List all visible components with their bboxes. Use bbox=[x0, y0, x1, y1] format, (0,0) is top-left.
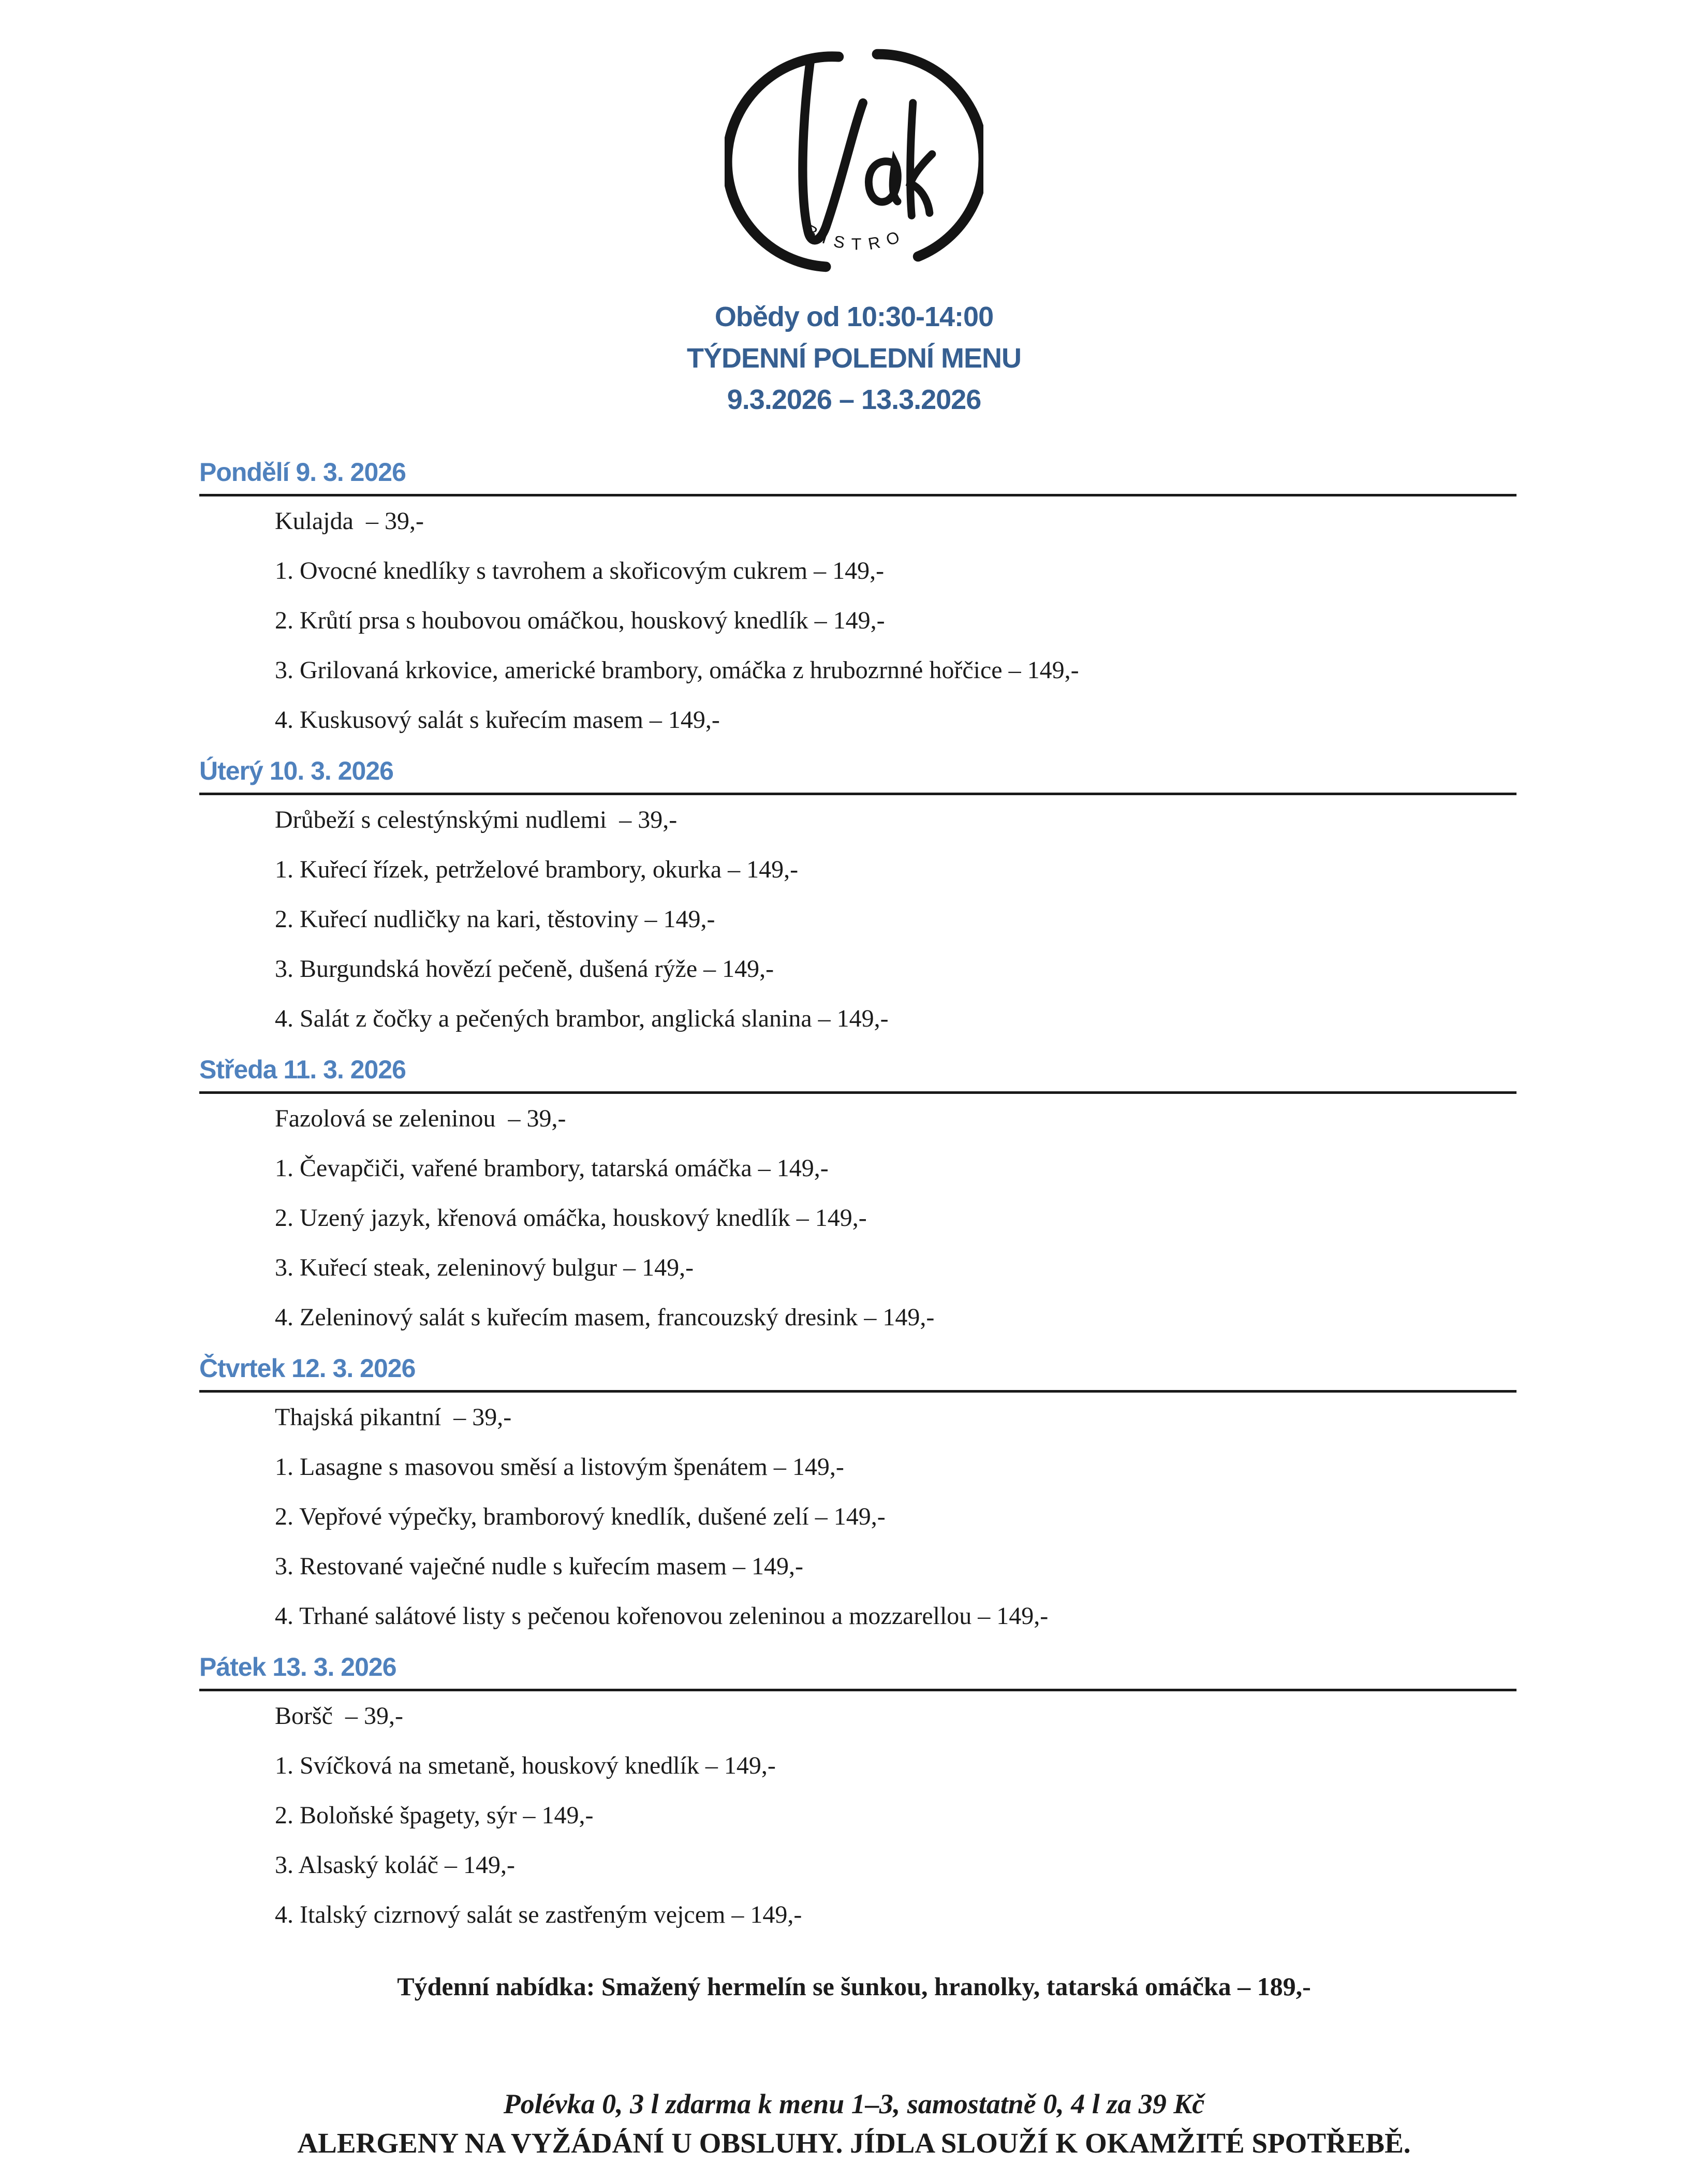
day-items bbox=[199, 1094, 1516, 1342]
soup-line: Thajská pikantní – 39,- bbox=[275, 1403, 512, 1431]
day-section bbox=[199, 1353, 1516, 1641]
bistro-logo bbox=[0, 0, 1708, 285]
day-heading: Pondělí 9. 3. 2026 bbox=[199, 458, 406, 487]
weekly-offer-line: Týdenní nabídka: Smažený hermelín se šunkou, hranolky, tatarská omáčka – 189,- bbox=[397, 1972, 1311, 2001]
menu-item: 4. Italský cizrnový salát se zastřeným vejcem – 149,- bbox=[275, 1901, 802, 1928]
menu-item: 3. Kuřecí steak, zeleninový bulgur – 149,- bbox=[275, 1254, 694, 1281]
date-range-line: 9.3.2026 – 13.3.2026 bbox=[727, 384, 981, 415]
menu-item: 1. Ovocné knedlíky s tavrohem a skořicovým cukrem – 149,- bbox=[275, 557, 885, 584]
menu-item: 2. Uzený jazyk, křenová omáčka, houskový knedlík – 149,- bbox=[275, 1204, 867, 1232]
menu-item: 2. Kuřecí nudličky na kari, těstoviny – 149,- bbox=[275, 905, 715, 933]
day-heading: Pátek 13. 3. 2026 bbox=[199, 1652, 396, 1681]
soup-line: Kulajda – 39,- bbox=[275, 507, 424, 535]
logo-bistro-arc-text: BISTRO bbox=[802, 221, 909, 254]
menu-item: 1. Kuřecí řízek, petrželové brambory, okurka – 149,- bbox=[275, 856, 799, 883]
day-items bbox=[199, 496, 1516, 745]
menu-item: 2. Vepřové výpečky, bramborový knedlík, dušené zelí – 149,- bbox=[275, 1503, 886, 1530]
menu-item: 1. Svíčková na smetaně, houskový knedlík – 149,- bbox=[275, 1752, 776, 1779]
menu-title-line: TÝDENNÍ POLEDNÍ MENU bbox=[686, 343, 1022, 374]
day-heading: Čtvrtek 12. 3. 2026 bbox=[199, 1354, 416, 1383]
soup-line: Drůbeží s celestýnskými nudlemi – 39,- bbox=[275, 806, 678, 833]
menu-item: 3. Restované vaječné nudle s kuřecím masem – 149,- bbox=[275, 1553, 804, 1580]
menu-item: 1. Čevapčiči, vařené brambory, tatarská omáčka – 149,- bbox=[275, 1154, 829, 1182]
day-heading: Středa 11. 3. 2026 bbox=[199, 1055, 406, 1084]
logo-circle-icon bbox=[725, 39, 983, 282]
header-block bbox=[0, 296, 1708, 420]
menu-item: 4. Salát z čočky a pečených brambor, anglická slanina – 149,- bbox=[275, 1005, 889, 1032]
day-items bbox=[199, 795, 1516, 1044]
menu-item: 4. Trhané salátové listy s pečenou kořenovou zeleninou a mozzarellou – 149,- bbox=[275, 1602, 1049, 1630]
logo-script-text bbox=[803, 60, 932, 240]
day-section bbox=[199, 1054, 1516, 1342]
menu-item: 1. Lasagne s masovou směsí a listovým špenátem – 149,- bbox=[275, 1453, 844, 1481]
allergy-note: ALERGENY NA VYŽÁDÁNÍ U OBSLUHY. JÍDLA SLOUŽÍ K OKAMŽITÉ SPOTŘEBĚ. bbox=[297, 2127, 1411, 2159]
menu-item: 3. Alsaský koláč – 149,- bbox=[275, 1851, 515, 1879]
day-section bbox=[199, 1651, 1516, 1940]
day-heading: Úterý 10. 3. 2026 bbox=[199, 756, 393, 785]
day-section bbox=[199, 457, 1516, 745]
day-section bbox=[199, 755, 1516, 1044]
menu-item: 2. Krůtí prsa s houbovou omáčkou, houskový knedlík – 149,- bbox=[275, 607, 885, 634]
menu-item: 3. Burgundská hovězí pečeně, dušená rýže – 149,- bbox=[275, 955, 774, 983]
lunch-hours-line: Obědy od 10:30-14:00 bbox=[714, 301, 994, 332]
soup-line: Fazolová se zeleninou – 39,- bbox=[275, 1105, 566, 1132]
soup-line: Boršč – 39,- bbox=[275, 1702, 403, 1730]
day-items bbox=[199, 1691, 1516, 1940]
menu-item: 2. Boloňské špagety, sýr – 149,- bbox=[275, 1802, 594, 1829]
weekly-menu bbox=[199, 457, 1516, 1940]
menu-item: 4. Zeleninový salát s kuřecím masem, francouzský dresink – 149,- bbox=[275, 1304, 935, 1331]
soup-portion-note: Polévka 0, 3 l zdarma k menu 1–3, samostatně 0, 4 l za 39 Kč bbox=[503, 2088, 1205, 2119]
menu-item: 4. Kuskusový salát s kuřecím masem – 149,- bbox=[275, 706, 720, 734]
day-items bbox=[199, 1393, 1516, 1641]
menu-item: 3. Grilovaná krkovice, americké brambory, omáčka z hrubozrnné hořčice – 149,- bbox=[275, 656, 1079, 684]
